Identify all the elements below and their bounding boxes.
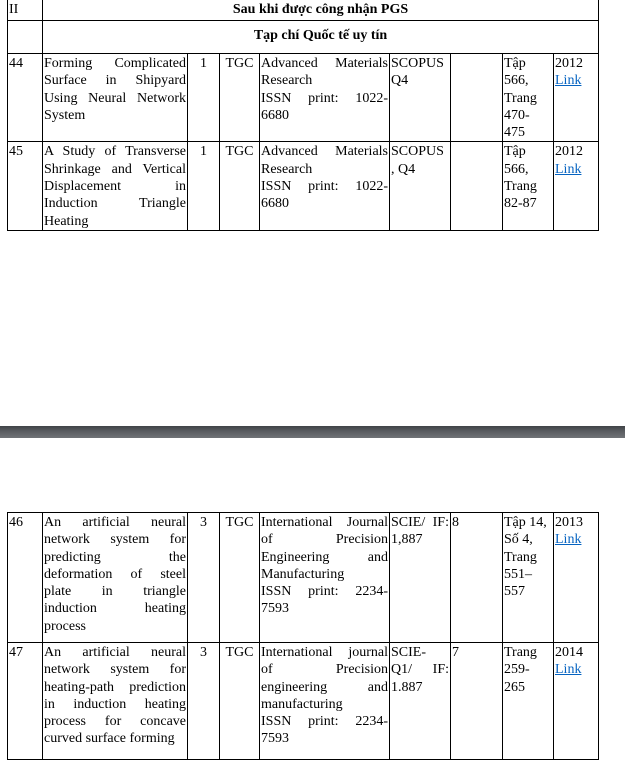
volume-pages-line: Tập	[504, 144, 526, 160]
index-info-line: 1.887	[391, 679, 423, 695]
journal-info-line: International journal	[261, 645, 388, 660]
volume-pages-line: Tập 14,	[504, 515, 547, 530]
publication-year: 2012	[555, 144, 583, 160]
section-title: Sau khi được công nhận PGS	[43, 0, 599, 21]
volume-pages-line: Số 4,	[504, 532, 533, 548]
journal-info-line: 7593	[261, 731, 289, 747]
volume-pages	[503, 643, 554, 760]
journal-info-line: manufacturing	[261, 696, 343, 712]
article-title	[43, 54, 188, 142]
volume-pages-line: Trang	[504, 645, 537, 660]
article-title-line: A Study of Transverse	[44, 144, 186, 160]
volume-pages-line: Trang	[504, 90, 537, 106]
volume-pages-line: Tập	[504, 56, 526, 71]
volume-pages-line: 566,	[504, 161, 529, 177]
page-break-separator	[0, 426, 625, 438]
volume-pages-line: 551–	[504, 566, 532, 582]
year-cell	[554, 142, 599, 230]
article-title-line: Shrinkage and Vertical	[44, 161, 186, 177]
author-count: 3	[188, 643, 220, 760]
row-number: 44	[8, 54, 43, 142]
volume-pages-line: Trang	[504, 549, 537, 565]
journal-info-line: ISSN print: 2234-	[261, 584, 388, 600]
index-info-line: SCOPUS	[391, 144, 444, 160]
volume-pages-line: Trang	[504, 179, 537, 195]
article-title-line: process for concave	[44, 714, 186, 730]
index-info-line: SCIE/ IF:	[391, 515, 449, 530]
journal-info	[260, 643, 390, 760]
volume-pages-line: 259-	[504, 662, 530, 678]
year-cell	[554, 513, 599, 643]
row-number: 45	[8, 142, 43, 230]
year-cell	[554, 54, 599, 142]
journal-info	[260, 142, 390, 230]
author-role: TGC	[220, 513, 260, 643]
article-title-line: Using Neural Network	[44, 90, 186, 106]
article-title-line: process	[44, 618, 86, 634]
journal-info-line: ISSN print: 1022-	[261, 90, 388, 106]
article-title-line: curved surface forming	[44, 731, 175, 747]
publication-year: 2012	[555, 56, 583, 71]
volume-pages-line: 566,	[504, 73, 529, 89]
article-link[interactable]: Link	[555, 73, 582, 89]
article-title-line: Induction Triangle	[44, 196, 186, 212]
index-info-line: SCOPUS	[391, 56, 444, 71]
table-row	[8, 142, 599, 230]
volume-pages	[503, 54, 554, 142]
article-link[interactable]: Link	[555, 662, 582, 678]
table-row	[8, 54, 599, 142]
journal-info-line: Advanced Materials	[261, 144, 388, 160]
row-number: 47	[8, 643, 43, 760]
journal-info-line: 6680	[261, 196, 289, 212]
article-title-line: predicting the	[44, 549, 186, 565]
table-row	[8, 513, 599, 643]
article-title-line: Surface in Shipyard	[44, 73, 186, 89]
article-link[interactable]: Link	[555, 161, 582, 177]
article-title-line: System	[44, 107, 86, 123]
row-number: 46	[8, 513, 43, 643]
publication-table-part-1	[7, 0, 599, 231]
index-info-line: SCIE-	[391, 645, 426, 660]
subsection-title: Tạp chí Quốc tế uy tín	[43, 21, 599, 54]
volume-pages-line: 470-	[504, 107, 530, 123]
journal-info-line: engineering and	[261, 679, 388, 695]
index-info-line: Q4	[391, 73, 409, 89]
journal-info	[260, 54, 390, 142]
journal-info-line: Engineering and	[261, 549, 388, 565]
citation-count	[451, 142, 503, 230]
article-title	[43, 513, 188, 643]
article-title-line: An artificial neural	[44, 515, 186, 530]
author-role: TGC	[220, 142, 260, 230]
document-page-2	[0, 438, 625, 765]
table-row	[8, 643, 599, 760]
article-title-line: induction heating	[44, 601, 186, 617]
article-title-line: network system for	[44, 662, 186, 678]
index-info-line: Q1/ IF:	[391, 662, 449, 678]
journal-info-line: ISSN print: 2234-	[261, 714, 388, 730]
article-title-line: Heating	[44, 213, 89, 229]
article-title	[43, 643, 188, 760]
volume-pages	[503, 513, 554, 643]
volume-pages	[503, 142, 554, 230]
journal-info-line: Research	[261, 73, 313, 89]
author-count: 3	[188, 513, 220, 643]
author-count: 1	[188, 54, 220, 142]
publication-year: 2014	[555, 645, 583, 660]
article-title-line: An artificial neural	[44, 645, 186, 660]
article-title-line: Forming Complicated	[44, 56, 186, 71]
index-info	[390, 54, 451, 142]
citation-count: 8	[451, 513, 503, 643]
article-title-line: in induction heating	[44, 696, 186, 712]
journal-info-line: of Precision	[261, 532, 388, 548]
journal-info-line: 7593	[261, 601, 289, 617]
section-number: II	[8, 0, 43, 21]
subsection-header-row	[8, 21, 599, 54]
article-title-line: deformation of steel	[44, 566, 186, 582]
journal-info-line: ISSN print: 1022-	[261, 179, 388, 195]
section-header-row	[8, 0, 599, 21]
publication-year: 2013	[555, 515, 583, 530]
index-info-line: 1,887	[391, 532, 423, 548]
author-role: TGC	[220, 643, 260, 760]
journal-info	[260, 513, 390, 643]
index-info	[390, 142, 451, 230]
year-cell	[554, 643, 599, 760]
article-title	[43, 142, 188, 230]
index-info-line: , Q4	[391, 161, 416, 177]
index-info	[390, 513, 451, 643]
volume-pages-line: 557	[504, 584, 525, 600]
article-title-line: Displacement in	[44, 179, 186, 195]
volume-pages-line: 82-87	[504, 196, 537, 212]
publication-table-part-2	[7, 512, 599, 760]
author-count: 1	[188, 142, 220, 230]
index-info	[390, 643, 451, 760]
journal-info-line: 6680	[261, 107, 289, 123]
volume-pages-line: 265	[504, 679, 525, 695]
volume-pages-line: 475	[504, 125, 525, 141]
journal-info-line: of Precision	[261, 662, 388, 678]
journal-info-line: Research	[261, 161, 313, 177]
article-title-line: plate in triangle	[44, 584, 186, 600]
author-role: TGC	[220, 54, 260, 142]
article-title-line: heating-path prediction	[44, 679, 186, 695]
article-link[interactable]: Link	[555, 532, 582, 548]
journal-info-line: Manufacturing	[261, 566, 345, 582]
citation-count: 7	[451, 643, 503, 760]
citation-count	[451, 54, 503, 142]
article-title-line: network system for	[44, 532, 186, 548]
journal-info-line: Advanced Materials	[261, 56, 388, 71]
journal-info-line: International Journal	[261, 515, 388, 530]
